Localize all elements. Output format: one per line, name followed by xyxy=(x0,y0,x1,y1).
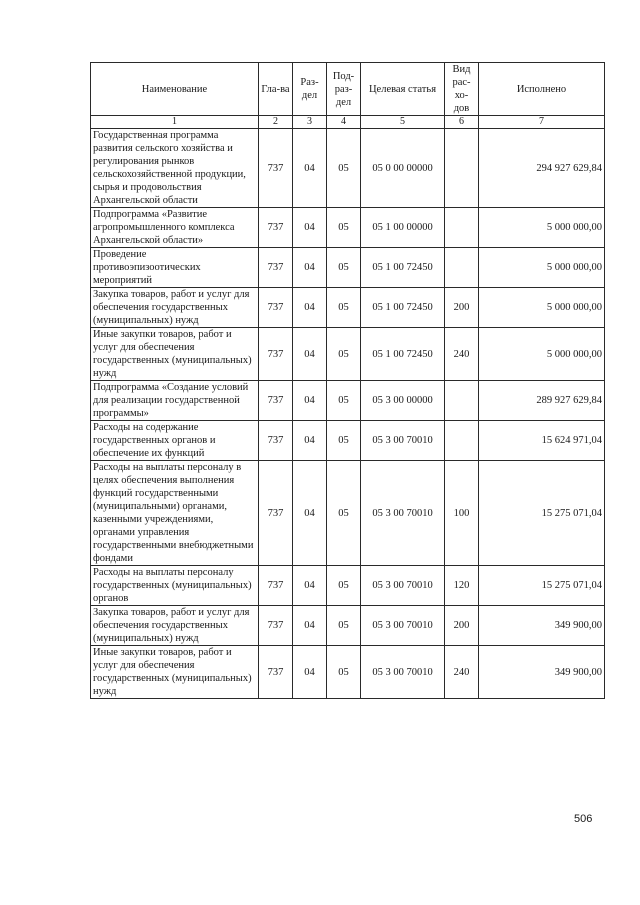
table-row xyxy=(91,421,605,461)
glava-cell: 737 xyxy=(259,606,293,646)
statya-cell: 05 3 00 70010 xyxy=(361,566,445,606)
amount-cell: 15 624 971,04 xyxy=(479,421,605,461)
glava-cell: 737 xyxy=(259,381,293,421)
podrazdel-cell: 05 xyxy=(327,129,361,208)
statya-cell: 05 3 00 70010 xyxy=(361,606,445,646)
statya-cell: 05 3 00 70010 xyxy=(361,646,445,699)
table-row xyxy=(91,328,605,381)
row-name-cell: Подпрограмма «Развитие агропромышленного комплекса Архангельской области» xyxy=(91,208,259,248)
razdel-cell: 04 xyxy=(293,328,327,381)
podrazdel-cell: 05 xyxy=(327,421,361,461)
table-row xyxy=(91,461,605,566)
glava-cell: 737 xyxy=(259,646,293,699)
row-name-cell: Расходы на выплаты персоналу государственных (муниципальных) органов xyxy=(91,566,259,606)
row-name-cell: Государственная программа развития сельского хозяйства и регулирования рынков сельскохозяйственной продукции, сырья и продовольствия Архангельской области xyxy=(91,129,259,208)
glava-cell: 737 xyxy=(259,566,293,606)
vid-cell xyxy=(445,381,479,421)
header-name: Наименование xyxy=(91,63,259,116)
statya-cell: 05 0 00 00000 xyxy=(361,129,445,208)
statya-cell: 05 1 00 72450 xyxy=(361,328,445,381)
header-podrazdel: Под-раз-дел xyxy=(327,63,361,116)
row-name-cell: Закупка товаров, работ и услуг для обеспечения государственных (муниципальных) нужд xyxy=(91,288,259,328)
vid-cell xyxy=(445,421,479,461)
column-number-row xyxy=(91,116,605,129)
amount-cell: 5 000 000,00 xyxy=(479,288,605,328)
amount-cell: 349 900,00 xyxy=(479,606,605,646)
column-number: 6 xyxy=(445,116,479,129)
amount-cell: 5 000 000,00 xyxy=(479,328,605,381)
razdel-cell: 04 xyxy=(293,566,327,606)
podrazdel-cell: 05 xyxy=(327,646,361,699)
row-name-cell: Расходы на содержание государственных органов и обеспечение их функций xyxy=(91,421,259,461)
column-number: 1 xyxy=(91,116,259,129)
glava-cell: 737 xyxy=(259,421,293,461)
vid-cell xyxy=(445,129,479,208)
razdel-cell: 04 xyxy=(293,288,327,328)
podrazdel-cell: 05 xyxy=(327,566,361,606)
vid-cell: 200 xyxy=(445,606,479,646)
razdel-cell: 04 xyxy=(293,606,327,646)
glava-cell: 737 xyxy=(259,129,293,208)
podrazdel-cell: 05 xyxy=(327,461,361,566)
header-amount: Исполнено xyxy=(479,63,605,116)
glava-cell: 737 xyxy=(259,461,293,566)
statya-cell: 05 3 00 70010 xyxy=(361,421,445,461)
podrazdel-cell: 05 xyxy=(327,248,361,288)
amount-cell: 289 927 629,84 xyxy=(479,381,605,421)
podrazdel-cell: 05 xyxy=(327,208,361,248)
razdel-cell: 04 xyxy=(293,461,327,566)
header-razdel: Раз-дел xyxy=(293,63,327,116)
header-row xyxy=(91,63,605,116)
column-number: 7 xyxy=(479,116,605,129)
header-statya: Целевая статья xyxy=(361,63,445,116)
row-name-cell: Проведение противоэпизоотических мероприятий xyxy=(91,248,259,288)
statya-cell: 05 1 00 72450 xyxy=(361,248,445,288)
vid-cell: 240 xyxy=(445,646,479,699)
amount-cell: 15 275 071,04 xyxy=(479,566,605,606)
page-number: 506 xyxy=(574,813,593,825)
table-row xyxy=(91,129,605,208)
vid-cell: 100 xyxy=(445,461,479,566)
row-name-cell: Иные закупки товаров, работ и услуг для обеспечения государственных (муниципальных) нужд xyxy=(91,646,259,699)
amount-cell: 15 275 071,04 xyxy=(479,461,605,566)
statya-cell: 05 3 00 00000 xyxy=(361,381,445,421)
razdel-cell: 04 xyxy=(293,129,327,208)
vid-cell: 240 xyxy=(445,328,479,381)
column-number: 2 xyxy=(259,116,293,129)
vid-cell xyxy=(445,248,479,288)
podrazdel-cell: 05 xyxy=(327,381,361,421)
table-body xyxy=(91,129,605,699)
table-row xyxy=(91,208,605,248)
vid-cell: 120 xyxy=(445,566,479,606)
table-row xyxy=(91,381,605,421)
razdel-cell: 04 xyxy=(293,248,327,288)
table-row xyxy=(91,646,605,699)
razdel-cell: 04 xyxy=(293,208,327,248)
podrazdel-cell: 05 xyxy=(327,288,361,328)
glava-cell: 737 xyxy=(259,248,293,288)
row-name-cell: Иные закупки товаров, работ и услуг для обеспечения государственных (муниципальных) нужд xyxy=(91,328,259,381)
glava-cell: 737 xyxy=(259,288,293,328)
razdel-cell: 04 xyxy=(293,381,327,421)
table-row xyxy=(91,288,605,328)
row-name-cell: Подпрограмма «Создание условий для реализации государственной программы» xyxy=(91,381,259,421)
column-number: 4 xyxy=(327,116,361,129)
header-vid: Вид рас-хо-дов xyxy=(445,63,479,116)
amount-cell: 294 927 629,84 xyxy=(479,129,605,208)
table-row xyxy=(91,606,605,646)
budget-table xyxy=(90,62,605,699)
vid-cell xyxy=(445,208,479,248)
column-number: 3 xyxy=(293,116,327,129)
header-glava: Гла-ва xyxy=(259,63,293,116)
statya-cell: 05 1 00 00000 xyxy=(361,208,445,248)
podrazdel-cell: 05 xyxy=(327,606,361,646)
row-name-cell: Расходы на выплаты персоналу в целях обеспечения выполнения функций государственными (муниципальными) органами, казенными учреждениями, органами управления государственными внебюджетными фондами xyxy=(91,461,259,566)
amount-cell: 349 900,00 xyxy=(479,646,605,699)
vid-cell: 200 xyxy=(445,288,479,328)
razdel-cell: 04 xyxy=(293,421,327,461)
amount-cell: 5 000 000,00 xyxy=(479,248,605,288)
amount-cell: 5 000 000,00 xyxy=(479,208,605,248)
column-number: 5 xyxy=(361,116,445,129)
row-name-cell: Закупка товаров, работ и услуг для обеспечения государственных (муниципальных) нужд xyxy=(91,606,259,646)
glava-cell: 737 xyxy=(259,208,293,248)
glava-cell: 737 xyxy=(259,328,293,381)
statya-cell: 05 3 00 70010 xyxy=(361,461,445,566)
podrazdel-cell: 05 xyxy=(327,328,361,381)
table-row xyxy=(91,566,605,606)
table-row xyxy=(91,248,605,288)
razdel-cell: 04 xyxy=(293,646,327,699)
statya-cell: 05 1 00 72450 xyxy=(361,288,445,328)
